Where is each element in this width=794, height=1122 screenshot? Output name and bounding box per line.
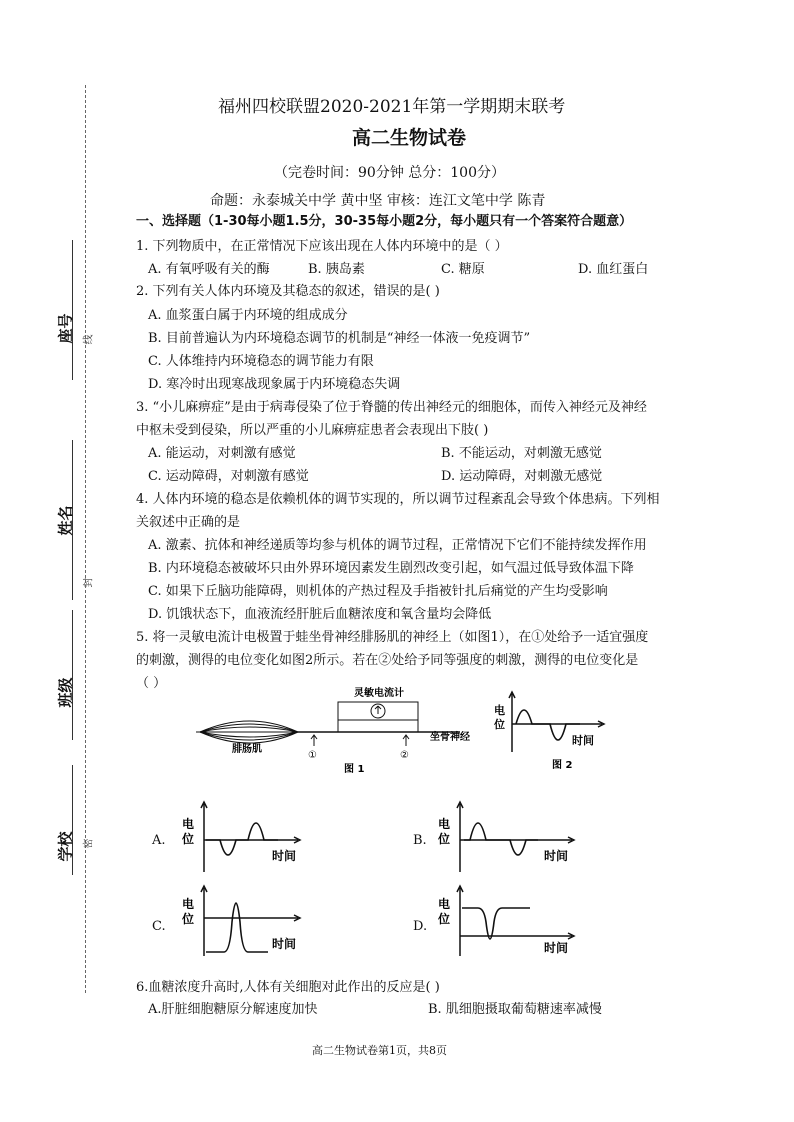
- choice-c-label: C.: [152, 919, 166, 934]
- choice-d-y-label-1: 电: [438, 897, 451, 911]
- binding-line: [85, 85, 86, 993]
- class-underline: [72, 610, 73, 740]
- seat-label: 座号: [56, 313, 75, 344]
- page-footer: 高二生物试卷第1页，共8页: [312, 1044, 447, 1057]
- q2-stem: 2. 下列有关人体内环境及其稳态的叙述，错误的是( ): [136, 284, 440, 299]
- time-info: （完卷时间：90分钟 总分：100分）: [274, 165, 505, 181]
- figure-2: [492, 688, 612, 774]
- choice-c-graph: [176, 882, 306, 958]
- q3-stem-line2: 中枢未受到侵染，所以严重的小儿麻痹症患者会表现出下肢( ): [136, 423, 489, 438]
- choice-c-y-label-1: 电: [182, 897, 195, 911]
- line-mark: 线: [83, 334, 95, 345]
- choice-a-x-label: 时间: [272, 849, 297, 863]
- y-axis-label-1: 电: [494, 704, 505, 717]
- q2-option-c: C. 人体维持内环境稳态的调节能力有限: [148, 354, 374, 369]
- potential-curve: [516, 710, 580, 740]
- q3-option-c: C. 运动障碍，对刺激有感觉: [148, 469, 309, 484]
- q5-stem-line2: 的刺激，测得的电位变化如图2所示。若在②处给予同等强度的刺激，测得的电位变化是: [136, 653, 639, 668]
- q2-option-d: D. 寒冷时出现寒战现象属于内环境稳态失调: [148, 377, 401, 392]
- choice-b-x-label: 时间: [544, 849, 569, 863]
- muscle-label: 腓肠肌: [232, 744, 262, 755]
- curve-d: [462, 908, 530, 939]
- q4-option-a: A. 激素、抗体和神经递质等均参与机体的调节过程，正常情况下它们不能持续发挥作用: [148, 538, 647, 553]
- secret-mark: 密: [83, 838, 95, 849]
- choice-c-x-label: 时间: [272, 937, 297, 951]
- school-label: 学校: [56, 831, 75, 862]
- choice-b-graph: [434, 798, 580, 874]
- choice-d-y-label-2: 位: [438, 912, 451, 926]
- figure-1-caption: 图 1: [344, 764, 365, 775]
- q3-option-d: D. 运动障碍，对刺激无感觉: [441, 469, 603, 484]
- seal-mark: 封: [83, 577, 95, 588]
- q1-option-d: D. 血红蛋白: [578, 262, 649, 277]
- q3-option-b: B. 不能运动，对刺激无感觉: [441, 446, 602, 461]
- choice-d-label: D.: [413, 919, 428, 934]
- q4-option-c: C. 如果下丘脑功能障碍，则机体的产热过程及手指被针扎后痛觉的产生均受影响: [148, 584, 608, 599]
- x-axis-label: 时间: [572, 734, 594, 747]
- point-1-label: ①: [308, 750, 317, 761]
- choice-a-graph: [176, 798, 306, 874]
- q1-option-b: B. 胰岛素: [308, 262, 365, 277]
- galvanometer-label: 灵敏电流计: [354, 688, 404, 699]
- q5-stem-line1: 5. 将一灵敏电流计电极置于蛙坐骨神经腓肠肌的神经上（如图1），在①处给予一适宜强度: [136, 630, 649, 645]
- muscle-shape: [196, 721, 298, 743]
- figure-2-caption: 图 2: [552, 760, 573, 771]
- q1-option-c: C. 糖原: [441, 262, 485, 277]
- q3-stem-line1: 3. “小儿麻痹症”是由于病毒侵染了位于脊髓的传出神经元的细胞体，而传入神经元及神经: [136, 400, 647, 415]
- choice-a-y-label-1: 电: [182, 817, 195, 831]
- y-axis-label-2: 位: [494, 718, 505, 731]
- nerve-label: 坐骨神经: [430, 732, 470, 743]
- q2-option-b: B. 目前普遍认为内环境稳态调节的机制是“神经一体液一免疫调节”: [148, 331, 531, 346]
- authors-line: 命题：永泰城关中学 黄中坚 审核：连江文笔中学 陈青: [210, 193, 546, 209]
- curve-a: [206, 823, 278, 855]
- q6-option-a: A.肝脏细胞糖原分解速度加快: [148, 1002, 318, 1017]
- q4-stem-line2: 关叙述中正确的是: [136, 515, 241, 530]
- name-label: 姓名: [56, 505, 75, 536]
- q3-option-a: A. 能运动，对刺激有感觉: [148, 446, 296, 461]
- section-heading: 一、选择题（1-30每小题1.5分，30-35每小题2分，每小题只有一个答案符合题意）: [136, 214, 633, 229]
- curve-b: [464, 823, 538, 855]
- choice-a-label: A.: [152, 833, 166, 848]
- point-2-label: ②: [400, 750, 409, 761]
- q4-option-d: D. 饥饿状态下，血液流经肝脏后血糖浓度和氧含量均会降低: [148, 607, 492, 622]
- q1-option-a: A. 有氧呼吸有关的酶: [148, 262, 270, 277]
- q6-option-b: B. 肌细胞摄取葡萄糖速率减慢: [428, 1002, 602, 1017]
- seat-underline: [72, 240, 73, 380]
- curve-c: [206, 903, 268, 952]
- q4-option-b: B. 内环境稳态被破坏只由外界环境因素发生剧烈改变引起，如气温过低导致体温下降: [148, 561, 634, 576]
- choice-b-y-label-1: 电: [438, 817, 451, 831]
- q6-stem: 6.血糖浓度升高时,人体有关细胞对此作出的反应是( ): [136, 980, 440, 995]
- q2-option-a: A. 血浆蛋白属于内环境的组成成分: [148, 308, 348, 323]
- exam-subtitle: 高二生物试卷: [352, 127, 467, 149]
- choice-b-label: B.: [413, 833, 427, 848]
- choice-b-y-label-2: 位: [438, 832, 451, 846]
- galvanometer: [338, 702, 418, 732]
- choice-d-x-label: 时间: [544, 941, 569, 955]
- stimulus-arrow-2: [403, 735, 409, 746]
- q5-stem-line3: （ ）: [136, 676, 167, 691]
- q1-stem: 1. 下列物质中，在正常情况下应该出现在人体内环境中的是（ ）: [136, 239, 508, 254]
- choice-d-graph: [434, 882, 580, 958]
- exam-title: 福州四校联盟2020-2021年第一学期期末联考: [218, 97, 566, 117]
- choice-a-y-label-2: 位: [182, 832, 195, 846]
- figure-1: [192, 680, 502, 776]
- class-label: 班级: [56, 677, 75, 708]
- stimulus-arrow-1: [311, 735, 317, 746]
- q4-stem-line1: 4. 人体内环境的稳态是依赖机体的调节实现的，所以调节过程紊乱会导致个体患病。下列相: [136, 492, 660, 507]
- choice-c-y-label-2: 位: [182, 912, 195, 926]
